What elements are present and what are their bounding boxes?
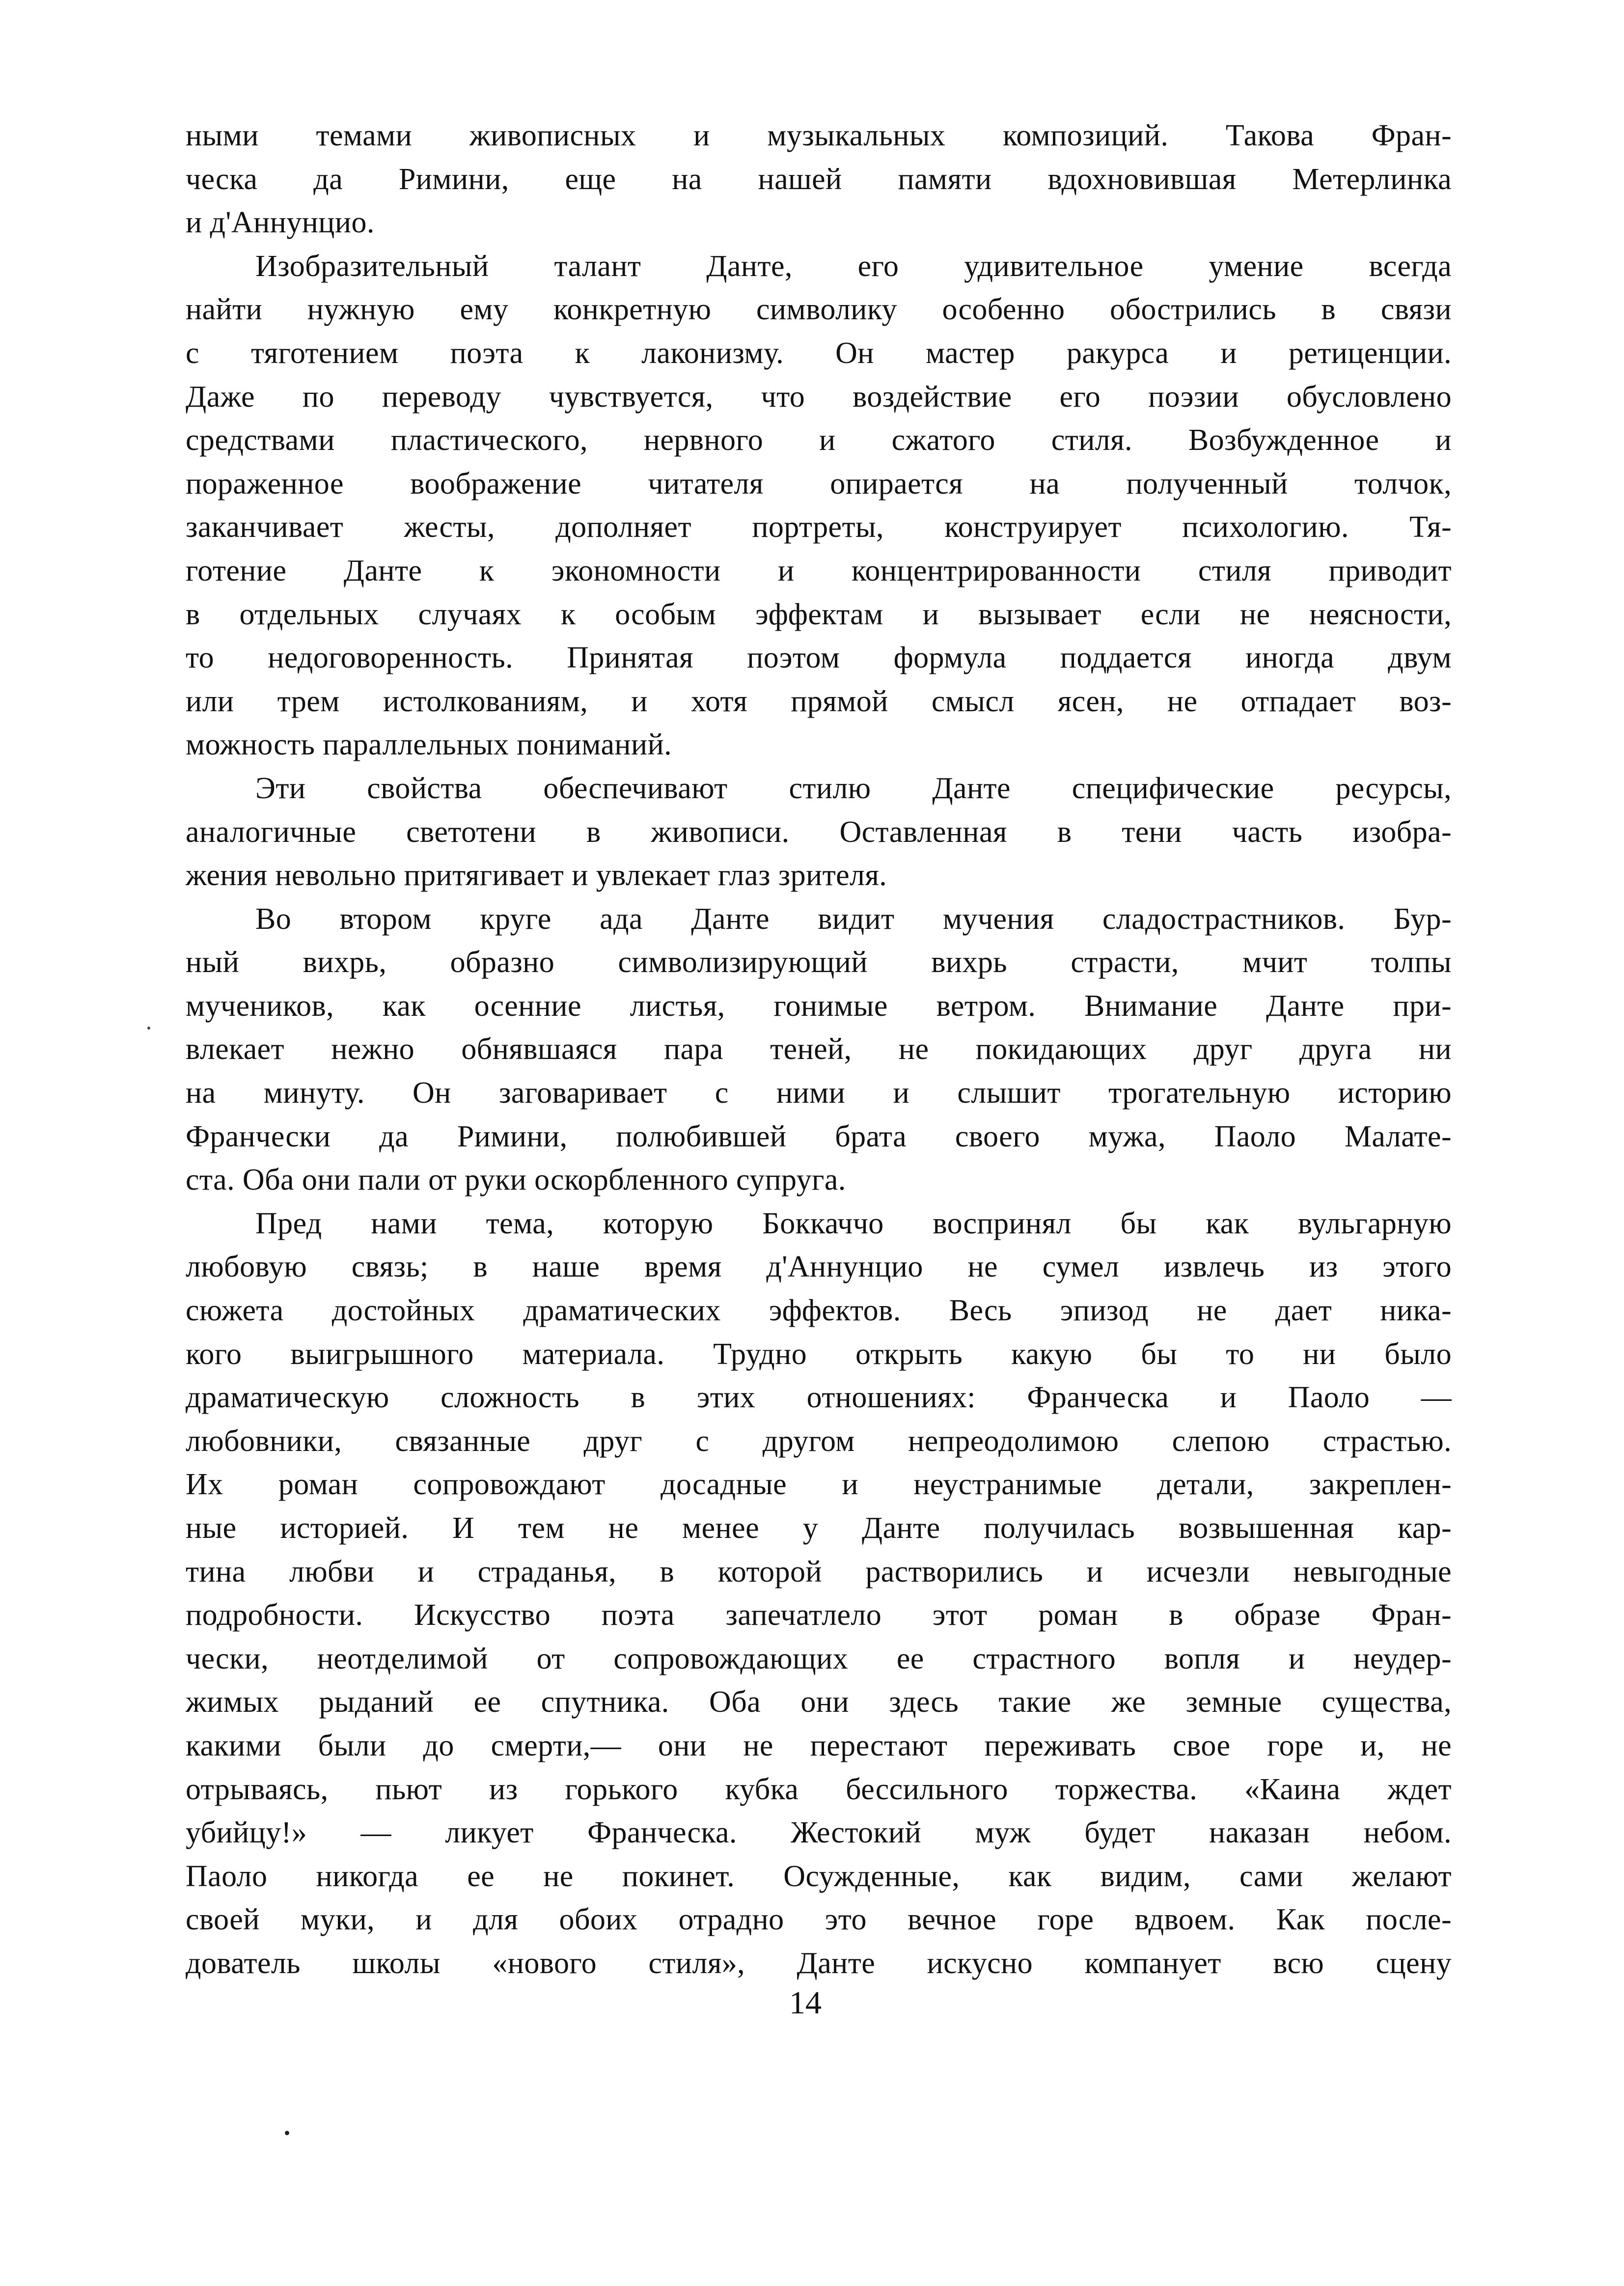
text-line: ческа да Римини, еще на нашей памяти вдохновившая Метерлинка (186, 162, 1452, 196)
text-line: то недоговоренность. Принятая поэтом формула поддается иногда двум (186, 641, 1452, 675)
text-line: можность параллельных пониманий. (186, 728, 672, 762)
text-line: на минуту. Он заговаривает с ними и слышит трогательную историю (186, 1076, 1452, 1110)
text-line: тина любви и страданья, в которой растворились и исчезли невыгодные (186, 1555, 1452, 1589)
text-line: ные историей. И тем не менее у Данте получилась возвышенная кар- (186, 1511, 1452, 1545)
text-line: влекает нежно обнявшаяся пара теней, не покидающих друг друга ни (186, 1032, 1452, 1066)
text-line: жимых рыданий ее спутника. Оба они здесь такие же земные существа, (186, 1685, 1452, 1719)
scan-speck (147, 1027, 150, 1030)
text-line: чески, неотделимой от сопровождающих ее страстного вопля и неудер- (186, 1642, 1452, 1675)
text-line: жения невольно притягивает и увлекает глаз зрителя. (186, 859, 887, 892)
paragraph (186, 897, 1452, 1202)
text-line: отрываясь, пьют из горького кубка бессильного торжества. «Каина ждет (186, 1772, 1452, 1806)
text-line: любовую связь; в наше время д'Аннунцио не сумел извлечь из этого (186, 1250, 1452, 1284)
text-line: заканчивает жесты, дополняет портреты, конструирует психологию. Тя- (186, 510, 1452, 544)
text-line: любовники, связанные друг с другом непреодолимою слепою страстью. (186, 1424, 1452, 1458)
text-line: убийцу!» — ликует Франческа. Жестокий муж будет наказан небом. (186, 1816, 1452, 1850)
text-line: найти нужную ему конкретную символику особенно обострились в связи (186, 293, 1452, 327)
text-line: Франчески да Римини, полюбившей брата своего мужа, Паоло Малате- (186, 1119, 1452, 1153)
text-line: мучеников, как осенние листья, гонимые ветром. Внимание Данте при- (186, 989, 1452, 1023)
text-line: ный вихрь, образно символизирующий вихрь страсти, мчит толпы (186, 946, 1452, 979)
scan-dot (285, 2131, 289, 2135)
text-line: какими были до смерти,— они не перестают переживать свое горе и, не (186, 1728, 1452, 1762)
paragraph (186, 767, 1452, 897)
text-line: Паоло никогда ее не покинет. Осужденные, как видим, сами желают (186, 1859, 1452, 1893)
text-line: ста. Оба они пали от руки оскорбленного супруга. (186, 1163, 846, 1197)
text-line: в отдельных случаях к особым эффектам и вызывает если не неясности, (186, 597, 1452, 631)
text-line: готение Данте к экономности и концентрированности стиля приводит (186, 554, 1452, 587)
paragraph (186, 1202, 1452, 1985)
page-number: 14 (789, 1985, 822, 2021)
text-line: Пред нами тема, которую Боккаччо воспринял бы как вульгарную (255, 1206, 1452, 1240)
paragraph (186, 245, 1452, 767)
text-line: Изобразительный талант Данте, его удивительное умение всегда (255, 249, 1452, 283)
body-text (186, 114, 1452, 1985)
text-line: аналогичные светотени в живописи. Оставленная в тени часть изобра- (186, 815, 1452, 849)
text-line: подробности. Искусство поэта запечатлело этот роман в образе Фран- (186, 1598, 1452, 1632)
text-line: кого выигрышного материала. Трудно открыть какую бы то ни было (186, 1337, 1452, 1371)
text-line: ными темами живописных и музыкальных композиций. Такова Фран- (186, 119, 1452, 152)
text-line: своей муки, и для обоих отрадно это вечное горе вдвоем. Как после- (186, 1903, 1452, 1937)
text-line: Их роман сопровождают досадные и неустранимые детали, закреплен- (186, 1468, 1452, 1502)
text-line: Даже по переводу чувствуется, что воздействие его поэзии обусловлено (186, 380, 1452, 414)
paragraph (186, 114, 1452, 245)
text-line: сюжета достойных драматических эффектов. Весь эпизод не дает ника- (186, 1294, 1452, 1328)
text-line: пораженное воображение читателя опирается на полученный толчок, (186, 467, 1452, 501)
text-line: дователь школы «нового стиля», Данте искусно компанует всю сцену (186, 1946, 1452, 1980)
text-line: с тяготением поэта к лаконизму. Он мастер ракурса и ретиценции. (186, 336, 1452, 370)
text-line: драматическую сложность в этих отношениях: Франческа и Паоло — (186, 1381, 1452, 1415)
text-line: и д'Аннунцио. (186, 206, 375, 240)
text-line: Во втором круге ада Данте видит мучения сладострастников. Бур- (255, 902, 1452, 936)
text-line: или трем истолкованиям, и хотя прямой смысл ясен, не отпадает воз- (186, 684, 1452, 718)
text-line: средствами пластического, нервного и сжатого стиля. Возбужденное и (186, 423, 1452, 457)
text-line: Эти свойства обеспечивают стилю Данте специфические ресурсы, (255, 771, 1452, 805)
